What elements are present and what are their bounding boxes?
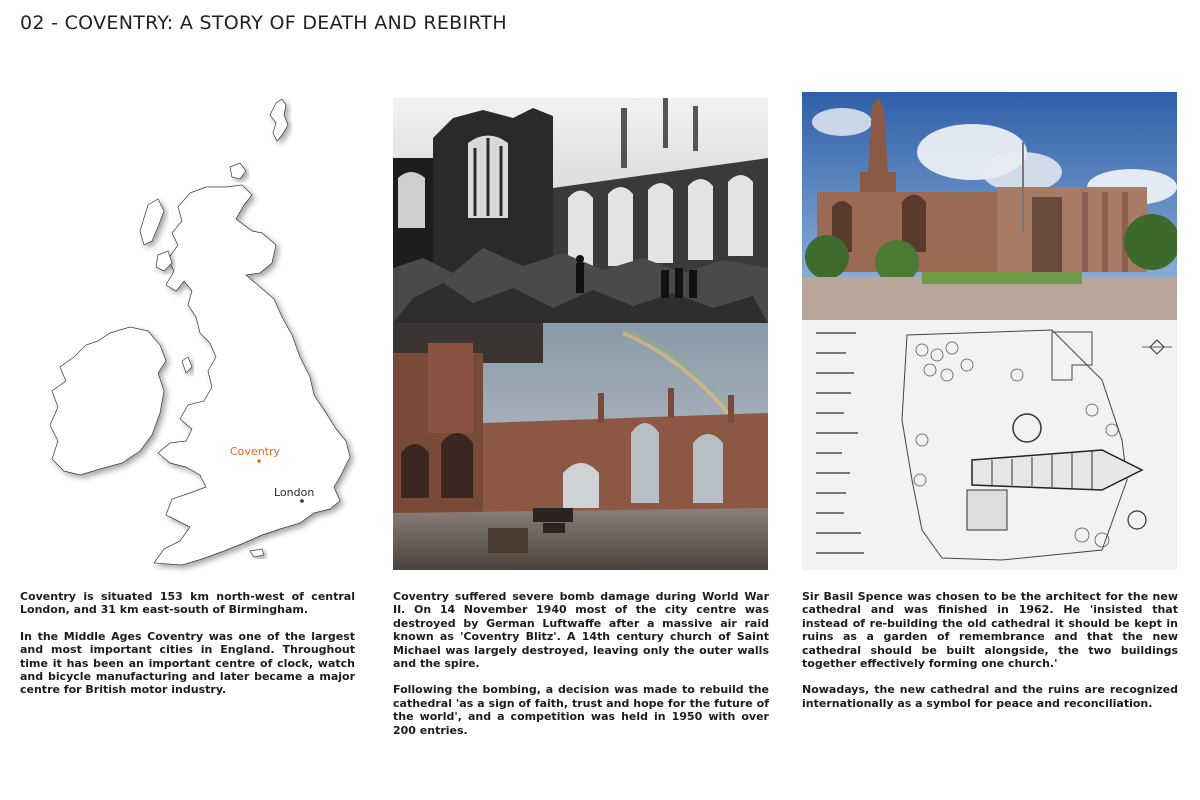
paragraph: Nowadays, the new cathedral and the ruins are recognized internationally as a symbol for peace and reconciliation. bbox=[802, 683, 1178, 710]
coventry-dot bbox=[257, 459, 261, 463]
isle-of-wight-shape bbox=[250, 549, 264, 557]
ireland-shape bbox=[50, 327, 166, 475]
paragraph: In the Middle Ages Coventry was one of the largest and most important cities in England. Throughout time it has been an important centre of clock, watch and bicycle manufacturing and later became a major centre for British motor industry. bbox=[20, 629, 355, 697]
orkney-shape bbox=[230, 163, 246, 179]
page-title: 02 - COVENTRY: A STORY OF DEATH AND REBIRTH bbox=[20, 12, 507, 34]
london-dot bbox=[300, 499, 304, 503]
isle-of-man-shape bbox=[182, 357, 192, 373]
paragraph: Coventry suffered severe bomb damage during World War II. On 14 November 1940 most of the city centre was destroyed by German Luftwaffe after a massive air raid known as 'Coventry Blitz'. A 14th century church of Saint Michael was largely destroyed, leaving only the outer walls and the spire. bbox=[393, 590, 769, 671]
skye-shape bbox=[156, 251, 172, 271]
text-column-rebuilding bbox=[802, 590, 1178, 723]
cathedral-ruins-image bbox=[393, 323, 768, 570]
paragraph: Following the bombing, a decision was made to rebuild the cathedral 'as a sign of faith, trust and hope for the future of the world', and a competition was held in 1950 with over 200 entries. bbox=[393, 683, 769, 737]
text-column-location bbox=[20, 590, 355, 710]
coventry-label: Coventry bbox=[230, 445, 281, 458]
cathedral-ruins-rainbow-photo bbox=[393, 323, 768, 570]
uk-map bbox=[30, 95, 360, 570]
bombed-cathedral-photo bbox=[393, 98, 768, 323]
great-britain-shape bbox=[154, 185, 350, 565]
cathedral-plan-image bbox=[802, 320, 1177, 570]
uk-map-svg bbox=[30, 95, 360, 570]
new-cathedral-photo bbox=[802, 92, 1177, 320]
text-column-bombing bbox=[393, 590, 769, 750]
hebrides-shape bbox=[140, 199, 164, 245]
shetland-shape bbox=[270, 99, 288, 141]
cathedral-plan-drawing bbox=[802, 320, 1177, 570]
paragraph: Sir Basil Spence was chosen to be the architect for the new cathedral and was finished in 1962. He 'insisted that instead of re-building the old cathedral it should be kept in ruins as a garden of remembrance and that the new cathedral should be built alongside, the two buildings together effectively forming one church.' bbox=[802, 590, 1178, 671]
new-cathedral-image bbox=[802, 92, 1177, 320]
paragraph: Coventry is situated 153 km north-west of central London, and 31 km east-south of Birmingham. bbox=[20, 590, 355, 617]
bombed-cathedral-image bbox=[393, 98, 768, 323]
london-label: London bbox=[274, 486, 315, 499]
